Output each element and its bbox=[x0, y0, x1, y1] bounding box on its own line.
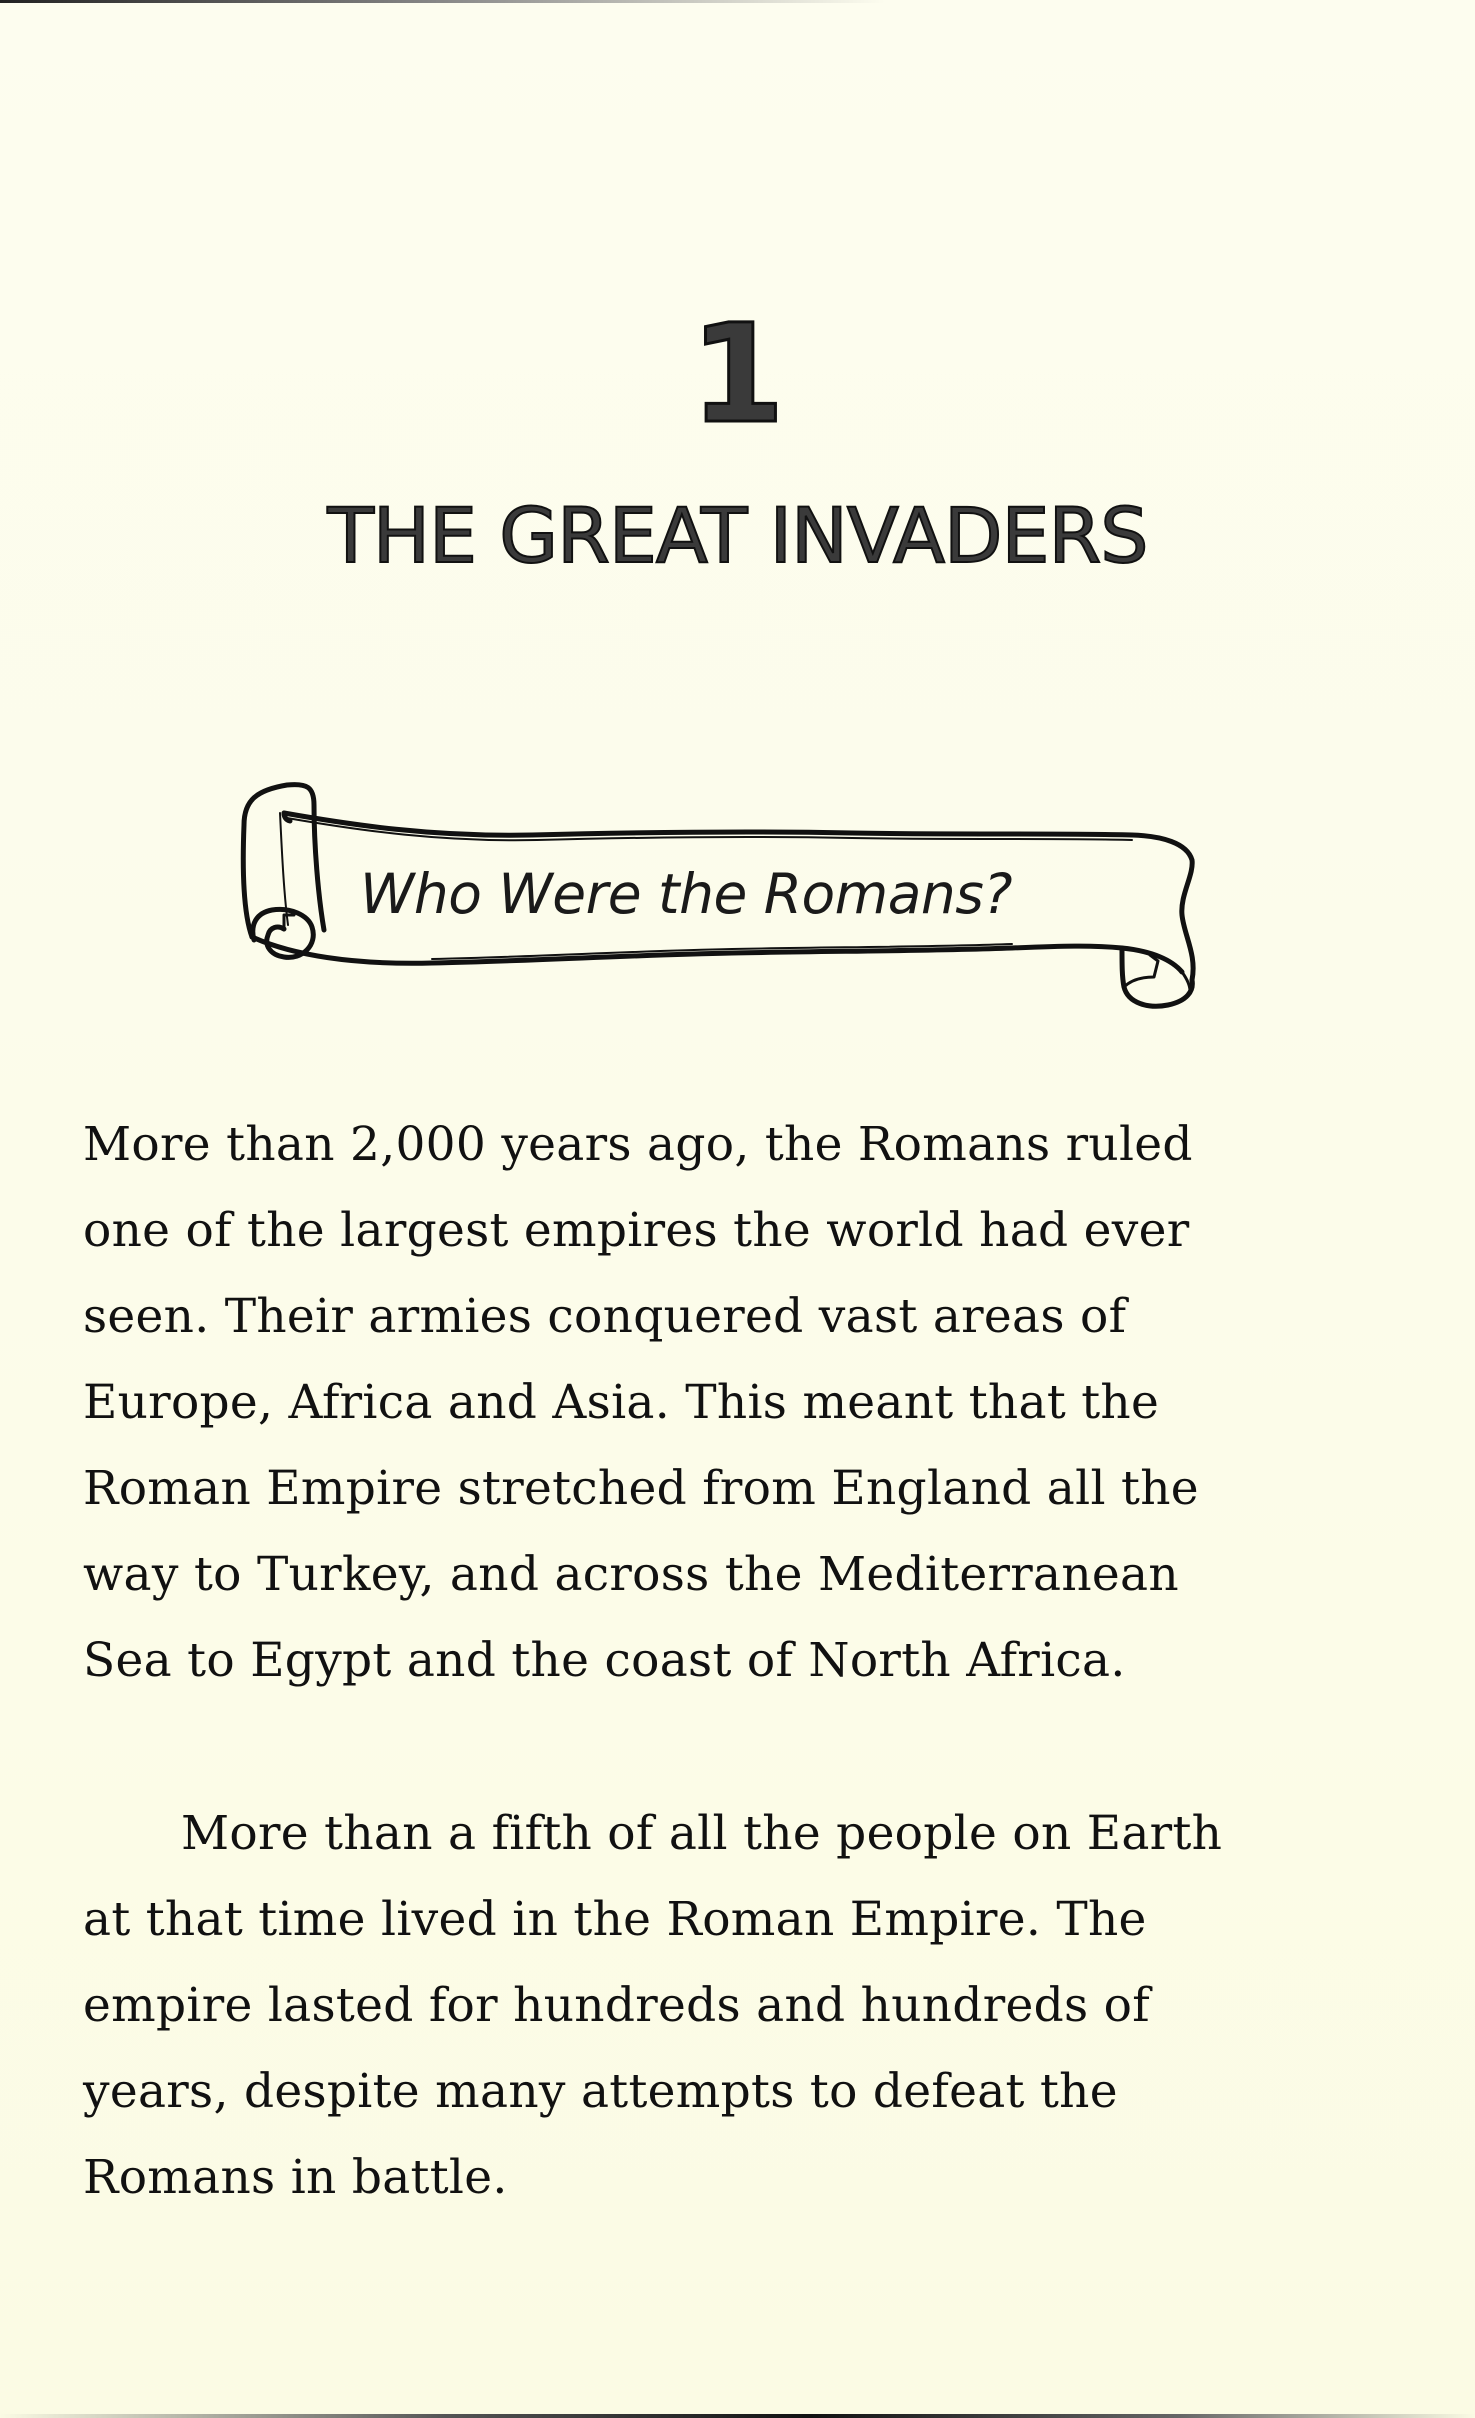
chapter-title: THE GREAT INVADERS bbox=[327, 491, 1148, 580]
text-line: seen. Their armies conquered vast areas of bbox=[83, 1289, 1127, 1344]
text-line: More than 2,000 years ago, the Romans ruled bbox=[83, 1117, 1193, 1172]
section-heading-banner bbox=[232, 765, 1222, 1010]
page-bottom-edge bbox=[0, 2414, 1475, 2418]
chapter-number: 1 bbox=[690, 296, 785, 454]
section-heading: Who Were the Romans? bbox=[360, 862, 1013, 926]
text-line: at that time lived in the Roman Empire. The bbox=[83, 1892, 1147, 1947]
text-line: More than a fifth of all the people on Earth bbox=[181, 1806, 1223, 1861]
paragraph-1 bbox=[83, 1102, 1413, 1704]
text-line: Europe, Africa and Asia. This meant that the bbox=[83, 1375, 1160, 1430]
text-line: one of the largest empires the world had ever bbox=[83, 1203, 1190, 1258]
text-line: empire lasted for hundreds and hundreds of bbox=[83, 1978, 1150, 2033]
text-line: way to Turkey, and across the Mediterranean bbox=[83, 1547, 1179, 1602]
page-top-edge bbox=[0, 0, 1475, 3]
text-line: years, despite many attempts to defeat the bbox=[83, 2064, 1118, 2119]
paragraph-2 bbox=[83, 1791, 1413, 2221]
text-line: Romans in battle. bbox=[83, 2150, 508, 2205]
text-line: Roman Empire stretched from England all the bbox=[83, 1461, 1199, 1516]
text-line: Sea to Egypt and the coast of North Africa. bbox=[83, 1633, 1126, 1688]
